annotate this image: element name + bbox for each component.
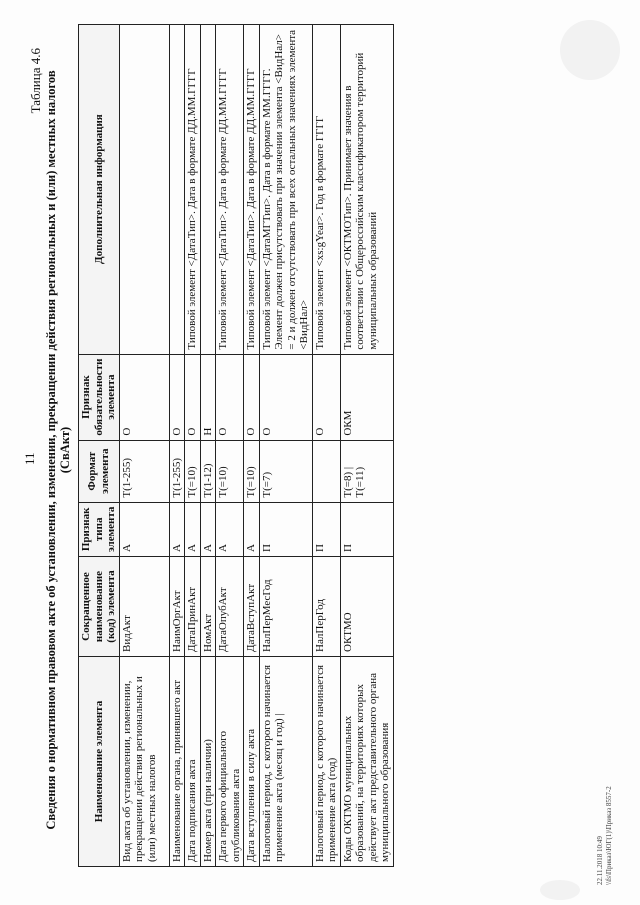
cell-format: T(=10)	[244, 440, 260, 502]
cell-type: А	[244, 502, 260, 556]
cell-type: П	[340, 502, 393, 556]
cell-required: О	[216, 354, 244, 440]
table-row	[244, 24, 260, 866]
table-row	[169, 24, 185, 866]
cell-name: Дата вступления в силу акта	[244, 657, 260, 867]
cell-code: НалПерГод	[312, 557, 340, 657]
cell-required: Н	[200, 354, 216, 440]
header-code: Сокращенное наименование (код) элемента	[79, 557, 120, 657]
page-number: 11	[22, 452, 37, 465]
margin-marks	[596, 786, 614, 885]
cell-type: А	[185, 502, 201, 556]
cell-format	[312, 440, 340, 502]
header-info: Дополнительная информация	[79, 24, 120, 354]
cell-info	[169, 24, 185, 354]
cell-name: Коды ОКТМО муниципальных образований, на территориях которых действует акт представительного органа муниципального образования	[340, 657, 393, 867]
cell-name: Дата первого официального опубликования акта	[216, 657, 244, 867]
cell-info: Типовой элемент <xs:gYear>. Год в формате ГГГГ	[312, 24, 340, 354]
cell-type: А	[216, 502, 244, 556]
cell-type: П	[312, 502, 340, 556]
table-caption: Таблица 4.6	[28, 48, 43, 114]
cell-type: А	[200, 502, 216, 556]
table-row	[200, 24, 216, 866]
cell-format: T(=10)	[216, 440, 244, 502]
cell-info: Типовой элемент <ОКТМОТип>. Принимает значения в соответствии с Общероссийским классификатором территорий муниципальных образований	[340, 24, 393, 354]
margin-mark-date: 22.11.2018 10:49	[596, 836, 604, 885]
cell-type: А	[119, 502, 169, 556]
cell-type: А	[169, 502, 185, 556]
cell-required: О	[119, 354, 169, 440]
cell-name: Вид акта об установлении, изменении, прекращении действия региональных и (или) местных налогов	[119, 657, 169, 867]
cell-info	[119, 24, 169, 354]
table-row	[185, 24, 201, 866]
document-title: Сведения о нормативном правовом акте об установлении, изменении, прекращении действия региональных и (или) местных налогов (СвАкт)	[44, 70, 72, 830]
cell-name: Номер акта (при наличии)	[200, 657, 216, 867]
table-row	[259, 24, 312, 866]
cell-format: T(1-12)	[200, 440, 216, 502]
cell-info: Типовой элемент <ДатаМГТип>. Дата в формате ММ.ГГГГ. Элемент должен присутствовать при значении элемента <ВидНал> = 2 и должен отсутствовать при всех остальных значениях элемента <ВидНал>	[259, 24, 312, 354]
header-name: Наименование элемента	[79, 657, 120, 867]
cell-format: T(1-255)	[119, 440, 169, 502]
table-row	[216, 24, 244, 866]
cell-required: О	[312, 354, 340, 440]
cell-required: О	[169, 354, 185, 440]
cell-code: ДатаОпубАкт	[216, 557, 244, 657]
cell-info: Типовой элемент <ДатаТип>. Дата в формате ДД.ММ.ГГГГ	[216, 24, 244, 354]
cell-info: Типовой элемент <ДатаТип>. Дата в формате ДД.ММ.ГГГГ	[185, 24, 201, 354]
cell-required: О	[259, 354, 312, 440]
cell-required: ОКМ	[340, 354, 393, 440]
cell-required: О	[185, 354, 201, 440]
cell-format: T(1-255)	[169, 440, 185, 502]
cell-info: Типовой элемент <ДатаТип>. Дата в формате ДД.ММ.ГГГГ	[244, 24, 260, 354]
table-row	[119, 24, 169, 866]
cell-name: Наименование органа, принявшего акт	[169, 657, 185, 867]
cell-code: ВидАкт	[119, 557, 169, 657]
header-required: Признак обязательности элемента	[79, 354, 120, 440]
cell-name: Налоговый период, с которого начинается применение акта (месяц и год) |	[259, 657, 312, 867]
header-type: Признак типа элемента	[79, 502, 120, 556]
header-format: Формат элемента	[79, 440, 120, 502]
margin-mark-path: \\fs\Приказ\ЮГ(1)\Приказ 8557-2	[605, 786, 613, 885]
cell-code: ДатаВступАкт	[244, 557, 260, 657]
table-row	[340, 24, 393, 866]
cell-format: T(=7)	[259, 440, 312, 502]
cell-code: НаимОргАкт	[169, 557, 185, 657]
cell-name: Налоговый период, с которого начинается применение акта (год)	[312, 657, 340, 867]
cell-info	[200, 24, 216, 354]
cell-format: T(=10)	[185, 440, 201, 502]
cell-format: T(=8) | T(=11)	[340, 440, 393, 502]
table-row	[312, 24, 340, 866]
cell-code: НалПерМесГод	[259, 557, 312, 657]
cell-code: ДатаПринАкт	[185, 557, 201, 657]
elements-table	[78, 24, 394, 867]
cell-type: П	[259, 502, 312, 556]
cell-code: НомАкт	[200, 557, 216, 657]
table-header-row	[79, 24, 120, 866]
cell-code: ОКТМО	[340, 557, 393, 657]
cell-name: Дата подписания акта	[185, 657, 201, 867]
cell-required: О	[244, 354, 260, 440]
